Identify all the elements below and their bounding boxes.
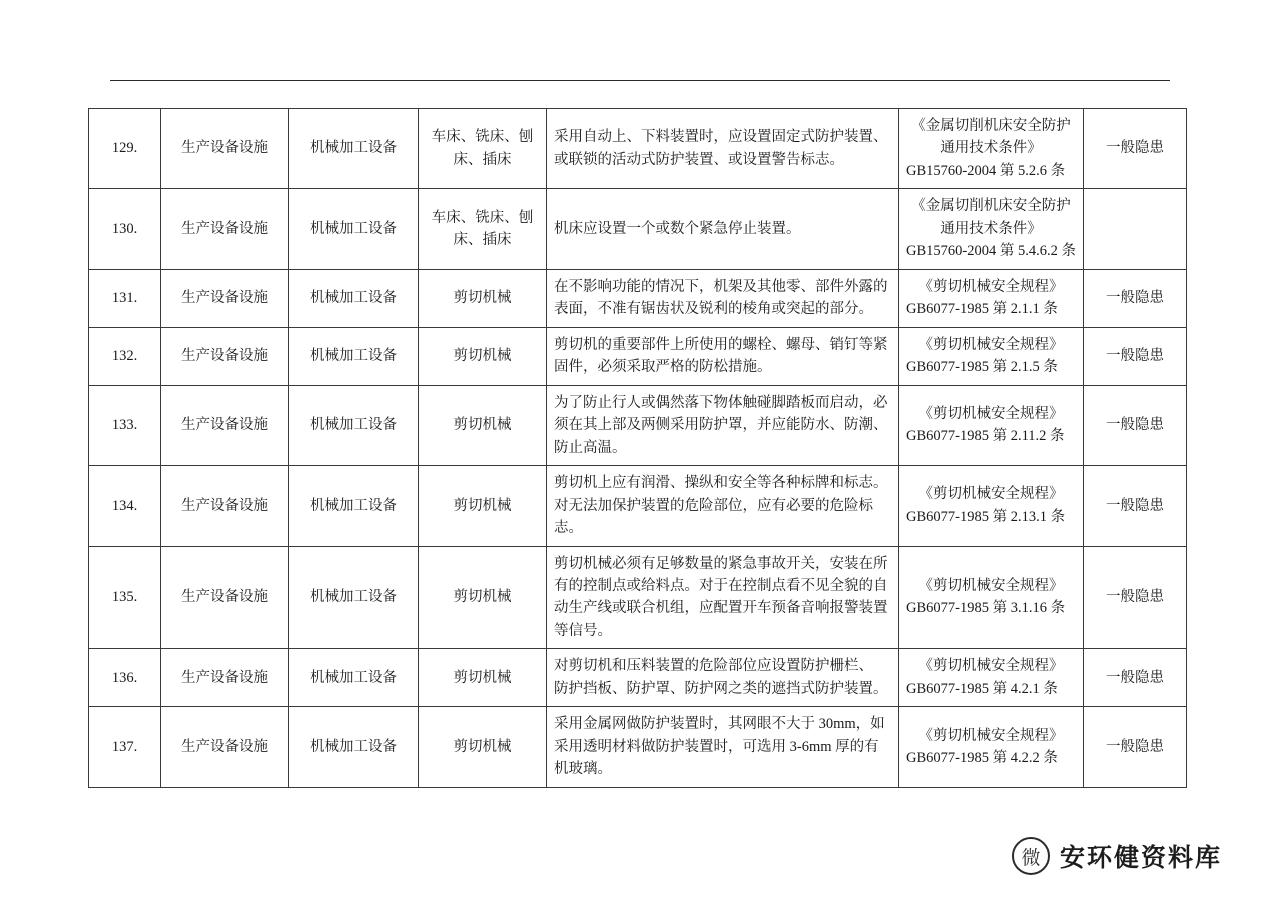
- table-row: [89, 385, 1187, 465]
- cell-hazard-level: 一般隐患: [1084, 269, 1187, 327]
- cell-equipment-type: 剪切机械: [419, 269, 547, 327]
- hazard-table: [88, 108, 1187, 788]
- cell-no: 137.: [89, 707, 161, 787]
- cell-subcategory: 机械加工设备: [289, 327, 419, 385]
- cell-hazard-level: 一般隐患: [1084, 385, 1187, 465]
- cell-no: 131.: [89, 269, 161, 327]
- table-row: [89, 109, 1187, 189]
- reference-title: 《金属切削机床安全防护通用技术条件》: [911, 118, 1071, 157]
- cell-reference: [899, 327, 1084, 385]
- cell-reference: [899, 385, 1084, 465]
- reference-title: 《剪切机械安全规程》: [918, 577, 1064, 594]
- cell-description: 采用金属网做防护装置时，其网眼不大于 30mm，如采用透明材料做防护装置时，可选用 3-6mm 厚的有机玻璃。: [547, 707, 899, 787]
- cell-hazard-level: 一般隐患: [1084, 546, 1187, 649]
- cell-no: 134.: [89, 466, 161, 546]
- cell-subcategory: 机械加工设备: [289, 189, 419, 269]
- reference-code: GB15760-2004 第 5.2.6 条: [906, 162, 1066, 179]
- reference-code: GB6077-1985 第 4.2.1 条: [906, 680, 1058, 697]
- cell-description: 剪切机械必须有足够数量的紧急事故开关，安装在所有的控制点或给料点。对于在控制点看不见全貌的自动生产线或联合机组，应配置开车预备音响报警装置等信号。: [547, 546, 899, 649]
- cell-equipment-type: 剪切机械: [419, 649, 547, 707]
- cell-description: 机床应设置一个或数个紧急停止装置。: [547, 189, 899, 269]
- cell-reference: [899, 546, 1084, 649]
- reference-title: 《剪切机械安全规程》: [918, 405, 1064, 422]
- table-row: [89, 546, 1187, 649]
- cell-subcategory: 机械加工设备: [289, 466, 419, 546]
- cell-subcategory: 机械加工设备: [289, 109, 419, 189]
- cell-reference: [899, 109, 1084, 189]
- cell-description: 为了防止行人或偶然落下物体触碰脚踏板而启动，必须在其上部及两侧采用防护罩，并应能防水、防潮、防止高温。: [547, 385, 899, 465]
- cell-subcategory: 机械加工设备: [289, 385, 419, 465]
- table-row: [89, 466, 1187, 546]
- cell-category: 生产设备设施: [161, 707, 289, 787]
- cell-reference: [899, 649, 1084, 707]
- cell-hazard-level: 一般隐患: [1084, 707, 1187, 787]
- reference-title: 《剪切机械安全规程》: [918, 486, 1064, 503]
- reference-code: GB6077-1985 第 2.13.1 条: [906, 508, 1066, 525]
- reference-title: 《剪切机械安全规程》: [918, 658, 1064, 675]
- reference-title: 《剪切机械安全规程》: [918, 278, 1064, 295]
- cell-category: 生产设备设施: [161, 327, 289, 385]
- cell-hazard-level: 一般隐患: [1084, 109, 1187, 189]
- cell-no: 130.: [89, 189, 161, 269]
- cell-description: 对剪切机和压料装置的危险部位应设置防护栅栏、 防护挡板、防护罩、防护网之类的遮挡式防护装置。: [547, 649, 899, 707]
- watermark-label: 安环健资料库: [1059, 845, 1222, 872]
- cell-hazard-level: 一般隐患: [1084, 327, 1187, 385]
- cell-subcategory: 机械加工设备: [289, 707, 419, 787]
- cell-category: 生产设备设施: [161, 466, 289, 546]
- cell-subcategory: 机械加工设备: [289, 269, 419, 327]
- cell-description: 剪切机的重要部件上所使用的螺栓、螺母、销钉等紧固件，必须采取严格的防松措施。: [547, 327, 899, 385]
- cell-subcategory: 机械加工设备: [289, 649, 419, 707]
- cell-category: 生产设备设施: [161, 546, 289, 649]
- reference-code: GB6077-1985 第 2.1.1 条: [906, 301, 1058, 318]
- reference-code: GB15760-2004 第 5.4.6.2 条: [906, 243, 1076, 260]
- cell-no: 135.: [89, 546, 161, 649]
- cell-hazard-level: [1084, 189, 1187, 269]
- cell-hazard-level: 一般隐患: [1084, 466, 1187, 546]
- cell-equipment-type: 车床、铣床、刨床、插床: [419, 189, 547, 269]
- reference-title: 《剪切机械安全规程》: [918, 727, 1064, 744]
- reference-code: GB6077-1985 第 2.1.5 条: [906, 359, 1058, 376]
- cell-hazard-level: 一般隐患: [1084, 649, 1187, 707]
- cell-reference: [899, 189, 1084, 269]
- reference-code: GB6077-1985 第 4.2.2 条: [906, 750, 1058, 767]
- reference-code: GB6077-1985 第 2.11.2 条: [906, 428, 1065, 445]
- cell-equipment-type: 剪切机械: [419, 546, 547, 649]
- header-rule: [110, 80, 1170, 81]
- reference-code: GB6077-1985 第 3.1.16 条: [906, 600, 1066, 617]
- reference-title: 《剪切机械安全规程》: [918, 336, 1064, 353]
- cell-subcategory: 机械加工设备: [289, 546, 419, 649]
- cell-equipment-type: 剪切机械: [419, 327, 547, 385]
- cell-category: 生产设备设施: [161, 649, 289, 707]
- cell-no: 136.: [89, 649, 161, 707]
- cell-category: 生产设备设施: [161, 109, 289, 189]
- watermark: [1012, 837, 1222, 875]
- reference-title: 《金属切削机床安全防护通用技术条件》: [911, 198, 1071, 237]
- table-row: [89, 649, 1187, 707]
- cell-category: 生产设备设施: [161, 385, 289, 465]
- cell-equipment-type: 剪切机械: [419, 385, 547, 465]
- cell-category: 生产设备设施: [161, 189, 289, 269]
- cell-equipment-type: 剪切机械: [419, 707, 547, 787]
- cell-reference: [899, 707, 1084, 787]
- cell-description: 采用自动上、下料装置时，应设置固定式防护装置、或联锁的活动式防护装置、或设置警告标志。: [547, 109, 899, 189]
- table-row: [89, 189, 1187, 269]
- table-row: [89, 327, 1187, 385]
- hazard-table-wrapper: [88, 108, 1186, 788]
- cell-description: 剪切机上应有润滑、操纵和安全等各种标牌和标志。对无法加保护装置的危险部位，应有必要的危险标志。: [547, 466, 899, 546]
- cell-no: 133.: [89, 385, 161, 465]
- cell-category: 生产设备设施: [161, 269, 289, 327]
- wechat-badge-icon: 微: [1012, 837, 1050, 875]
- cell-reference: [899, 269, 1084, 327]
- cell-equipment-type: 车床、铣床、刨床、插床: [419, 109, 547, 189]
- cell-description: 在不影响功能的情况下，机架及其他零、部件外露的表面，不准有锯齿状及锐利的棱角或突起的部分。: [547, 269, 899, 327]
- cell-reference: [899, 466, 1084, 546]
- table-row: [89, 707, 1187, 787]
- cell-no: 132.: [89, 327, 161, 385]
- table-row: [89, 269, 1187, 327]
- cell-no: 129.: [89, 109, 161, 189]
- cell-equipment-type: 剪切机械: [419, 466, 547, 546]
